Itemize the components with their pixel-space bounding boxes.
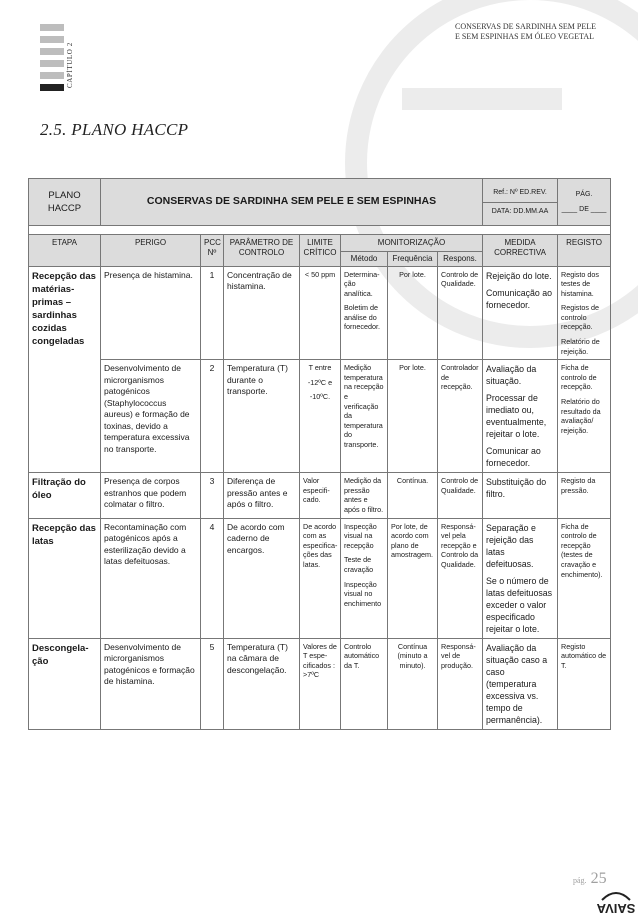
etapa-cell: Descongela-ção: [29, 638, 101, 729]
limite-text: -12ºC e: [307, 377, 333, 387]
column-header-row: [29, 235, 611, 252]
medida-cell: [483, 266, 558, 360]
col-metodo: Método: [341, 252, 388, 267]
parametro-cell: Concentração de histamina.: [224, 266, 300, 360]
saiva-logo-icon: [596, 880, 636, 920]
table-row: [29, 638, 611, 729]
doc-title-line2: E SEM ESPINHAS EM ÓLEO VEGETAL: [455, 32, 594, 41]
registo-cell: Registo automático de T.: [558, 638, 611, 729]
pcc-cell: 1: [201, 266, 224, 360]
parametro-cell: Diferença de pressão antes e após o filtro.: [224, 473, 300, 518]
perigo-cell: Recontaminação com patogénicos após a esterilização devido a latas defeituosas.: [101, 518, 201, 638]
metodo-text: Determina-ção analítica.: [344, 269, 380, 298]
svg-text:SAIVA: SAIVA: [596, 901, 636, 916]
limite-text: -10ºC.: [309, 392, 331, 402]
pcc-cell: 4: [201, 518, 224, 638]
page-ref-cell: [558, 179, 611, 226]
chapter-stripes: [40, 24, 64, 96]
perigo-cell: Desenvolvimento de microrganismos patogénicos e formação de histamina.: [101, 638, 201, 729]
col-frequencia: Frequência: [388, 252, 438, 267]
limite-text: T entre: [308, 363, 332, 373]
limite-cell: De acordo com as especifica-ções das latas.: [300, 518, 341, 638]
registo-text: Relatório do resultado da avaliação/ rejeição.: [561, 397, 601, 435]
ref-label: Ref.: Nº ED.REV.: [483, 179, 558, 203]
perigo-cell: Presença de corpos estranhos que podem colmatar o filtro.: [101, 473, 201, 518]
haccp-label: HACCP: [47, 203, 82, 214]
table-main-title: CONSERVAS DE SARDINHA SEM PELE E SEM ESPINHAS: [101, 179, 483, 226]
metodo-text: Inspecção visual no enchimento: [344, 579, 382, 608]
frequencia-cell: Por lote.: [388, 266, 438, 360]
plano-haccp-cell: [29, 179, 101, 226]
pag-label: PÁG.: [575, 190, 593, 198]
medida-text: Comunicação ao fornecedor.: [486, 287, 553, 310]
col-parametro: PARÂMETRO DE CONTROLO: [224, 235, 300, 267]
medida-text: Avaliação da situação.: [486, 364, 537, 387]
metodo-cell: Controlo automático da T.: [341, 638, 388, 729]
registo-cell: [558, 266, 611, 360]
frequencia-cell: Por lote.: [388, 360, 438, 473]
chapter-label: CAPÍTULO 2: [66, 42, 74, 88]
medida-cell: [483, 518, 558, 638]
page-label: pág.: [573, 876, 587, 885]
col-pcc: PCC Nº: [201, 235, 224, 267]
respons-cell: Responsá-vel pela recepção e Controlo da Qualidade.: [438, 518, 483, 638]
document-header: [455, 22, 596, 42]
section-title: 2.5. PLANO HACCP: [40, 120, 189, 139]
col-limite: LIMITE CRÍTICO: [300, 235, 341, 267]
limite-cell: Valor especifi-cado.: [300, 473, 341, 518]
perigo-cell: Desenvolvimento de microrganismos patogénicos (Staphylococcus aureus) e formação de toxinas, devido a temperatura excessiva no transporte.: [101, 360, 201, 473]
decorative-bar: [402, 88, 562, 110]
metodo-text: Inspecção visual na recepção: [344, 521, 377, 550]
medida-text: Separação e rejeição das latas defeituosas.: [486, 522, 536, 569]
metodo-text: Boletim de análise do fornecedor.: [344, 303, 380, 332]
registo-cell: [558, 360, 611, 473]
pcc-cell: 5: [201, 638, 224, 729]
col-respons: Respons.: [438, 252, 483, 267]
medida-text: Se o número de latas defeituosas exceder o valor especificado rejeitar o lote.: [486, 575, 553, 634]
medida-text: Rejeição do lote.: [486, 270, 552, 281]
metodo-cell: [341, 266, 388, 360]
registo-text: Relatório de rejeição.: [561, 337, 600, 356]
page-number-value: 25: [590, 870, 607, 887]
table-title-row: [29, 179, 611, 203]
etapa-cell: Recepção das latas: [29, 518, 101, 638]
table-row: [29, 518, 611, 638]
table-row: [29, 473, 611, 518]
limite-cell: [300, 360, 341, 473]
respons-cell: Controlador de recepção.: [438, 360, 483, 473]
col-etapa: ETAPA: [29, 235, 101, 267]
medida-cell: Avaliação da situação caso a caso (temperatura excessiva vs. tempo de permanência).: [483, 638, 558, 729]
registo-cell: Ficha de controlo de recepção (testes de cravação e enchimento).: [558, 518, 611, 638]
metodo-cell: Medição da pressão antes e após o filtro.: [341, 473, 388, 518]
frequencia-cell: Por lote, de acordo com plano de amostragem.: [388, 518, 438, 638]
metodo-text: Teste de cravação: [344, 555, 374, 574]
etapa-cell: Recepção das matérias-primas – sardinhas cozidas congeladas: [29, 266, 101, 473]
medida-cell: [483, 360, 558, 473]
frequencia-cell: Contínua.: [388, 473, 438, 518]
limite-cell: < 50 ppm: [300, 266, 341, 360]
registo-cell: Registo da pressão.: [558, 473, 611, 518]
col-medida: MEDIDA CORRECTIVA: [483, 235, 558, 267]
parametro-cell: De acordo com caderno de encargos.: [224, 518, 300, 638]
respons-cell: Controlo de Qualidade.: [438, 473, 483, 518]
respons-cell: Controlo de Qualidade.: [438, 266, 483, 360]
plano-label: PLANO: [48, 190, 81, 201]
medida-cell: Substituição do filtro.: [483, 473, 558, 518]
doc-title-line1: CONSERVAS DE SARDINHA SEM PELE: [455, 22, 597, 31]
table-row: [29, 266, 611, 360]
pcc-cell: 3: [201, 473, 224, 518]
medida-text: Processar de imediato ou, eventualmente, rejeitar o lote.: [486, 393, 547, 440]
de-label: ____ DE ____: [561, 206, 607, 213]
registo-text: Registos de controlo recepção.: [561, 303, 599, 332]
etapa-cell: Filtração do óleo: [29, 473, 101, 518]
metodo-cell: Medição temperatura na recepção e verificação da temperatura do transporte.: [341, 360, 388, 473]
parametro-cell: Temperatura (T) na câmara de descongelação.: [224, 638, 300, 729]
col-perigo: PERIGO: [101, 235, 201, 267]
frequencia-cell: Contínua (minuto a minuto).: [388, 638, 438, 729]
col-monitorizacao: MONITORIZAÇÃO: [341, 235, 483, 252]
pcc-cell: 2: [201, 360, 224, 473]
parametro-cell: Temperatura (T) durante o transporte.: [224, 360, 300, 473]
respons-cell: Responsá-vel de produção.: [438, 638, 483, 729]
perigo-cell: Presença de histamina.: [101, 266, 201, 360]
date-label: DATA: DD.MM.AA: [483, 202, 558, 226]
metodo-cell: [341, 518, 388, 638]
medida-text: Comunicar ao fornecedor.: [486, 446, 541, 469]
limite-cell: Valores de T espe-cificados : >7ºC: [300, 638, 341, 729]
table-row: [29, 360, 611, 473]
col-registo: REGISTO: [558, 235, 611, 267]
registo-text: Ficha de controlo de recepção.: [561, 363, 597, 392]
registo-text: Registo dos testes de histamina.: [561, 269, 599, 298]
haccp-table: [28, 178, 611, 730]
